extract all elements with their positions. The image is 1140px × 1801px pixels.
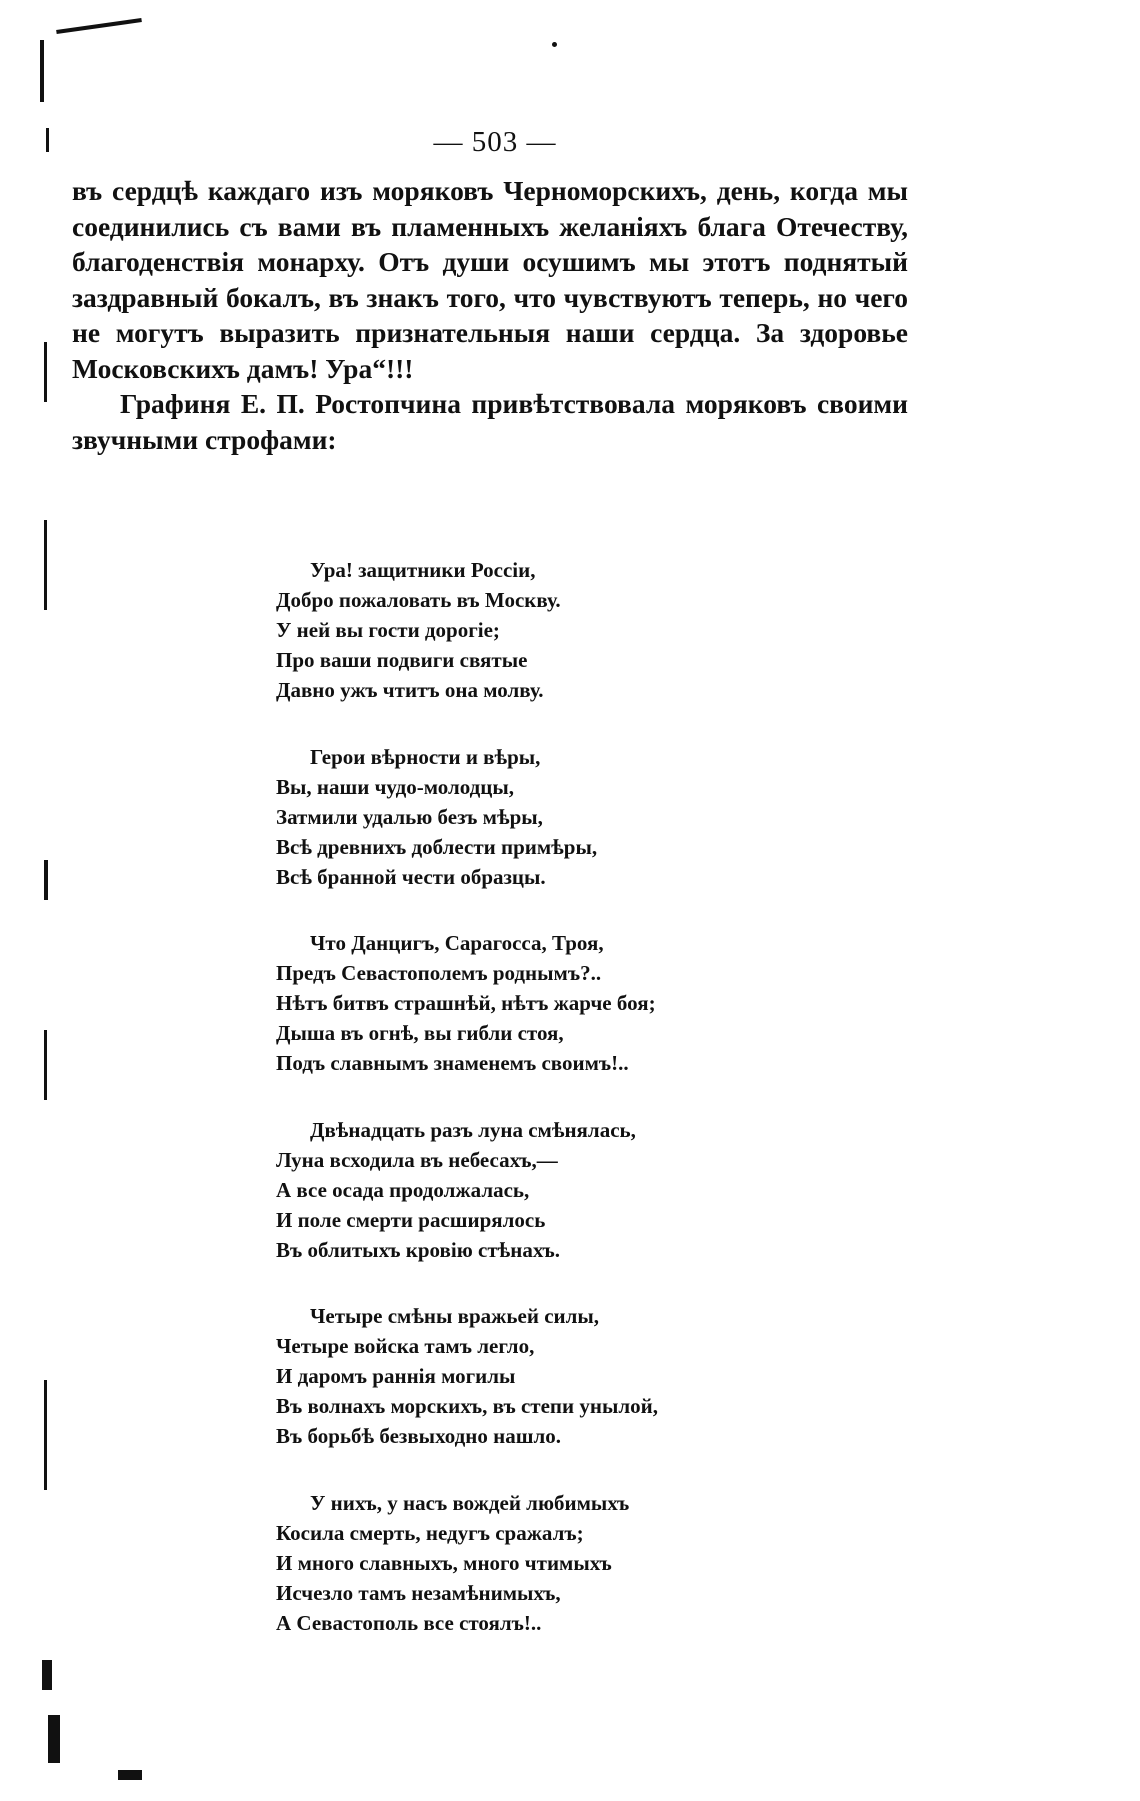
poem-line: А все осада продолжалась,	[276, 1177, 530, 1202]
poem-stanza	[276, 1301, 796, 1451]
poem-line: Герои вѣрности и вѣры,	[310, 744, 541, 769]
scan-mark-left-5	[44, 1030, 47, 1100]
poem-line: Четыре войска тамъ легло,	[276, 1334, 535, 1358]
scan-mark-left-4	[44, 860, 48, 900]
poem-line: Что Данцигъ, Сарагосса, Троя,	[310, 931, 604, 955]
poem-line: И много славныхъ, много чтимыхъ	[276, 1550, 612, 1575]
scan-mark-top-left	[40, 40, 44, 102]
poem-stanza	[276, 742, 796, 892]
scan-mark-top	[56, 18, 142, 34]
scan-mark-left-7	[42, 1660, 52, 1690]
poem-stanza	[276, 1115, 796, 1265]
scan-mark-left-6	[44, 1380, 47, 1490]
prose-paragraph: Графиня Е. П. Ростопчина привѣтствовала моряковъ своими звучными строфами:	[72, 388, 908, 455]
poem-line: Предъ Севастополемъ роднымъ?..	[276, 961, 602, 985]
poem-line: Ура! защитники Россіи,	[310, 558, 536, 582]
poem-line: И поле смерти расширялось	[276, 1207, 546, 1232]
poem-stanza	[276, 1488, 796, 1638]
scan-mark-left-3	[44, 520, 47, 610]
poem-stanza	[276, 928, 796, 1078]
scan-mark-bottom	[118, 1770, 142, 1780]
poem-stanza	[276, 555, 796, 705]
poem-line: Въ облитыхъ кровію стѣнахъ.	[276, 1237, 561, 1262]
poem-line: Нѣтъ битвъ страшнѣй, нѣтъ жарче боя;	[276, 991, 656, 1015]
poem-line: Дыша въ огнѣ, вы гибли стоя,	[276, 1021, 564, 1045]
scan-mark-left-2	[44, 342, 47, 402]
poem	[276, 555, 796, 1674]
poem-line: Въ борьбѣ безвыходно нашло.	[276, 1424, 562, 1448]
prose-paragraph: въ сердцѣ каждаго изъ моряковъ Черноморскихъ, день, когда мы соединились съ вами въ пламенныхъ желаніяхъ блага Отечеству, благоденствія монарху. Отъ души осушимъ мы этотъ поднятый заздравный бокалъ, въ знакъ того, что чувствуютъ теперь, но чего не могутъ выразить признательныя наши сердца. За здоровье Московскихъ дамъ! Ура“!!!	[72, 175, 908, 384]
poem-line: Всѣ бранной чести образцы.	[276, 864, 546, 889]
poem-line: Давно ужъ чтитъ она молву.	[276, 678, 544, 702]
poem-line: Исчезло тамъ незамѣнимыхъ,	[276, 1580, 561, 1605]
poem-line: Вы, наши чудо-молодцы,	[276, 774, 515, 799]
scan-mark-left-8	[48, 1715, 60, 1763]
poem-line: Затмили удалью безъ мѣры,	[276, 804, 543, 829]
page-number: — 503 —	[433, 126, 557, 158]
poem-line: Всѣ древнихъ доблести примѣры,	[276, 834, 598, 859]
poem-line: Про ваши подвиги святые	[276, 648, 528, 672]
poem-line: Луна всходила въ небесахъ,—	[276, 1147, 558, 1172]
poem-line: Четыре смѣны вражьей силы,	[310, 1304, 600, 1328]
poem-line: Косила смерть, недугъ сражалъ;	[276, 1520, 584, 1545]
poem-line: Двѣнадцать разъ луна смѣнялась,	[310, 1117, 636, 1142]
poem-line: И даромъ раннія могилы	[276, 1364, 516, 1388]
poem-line: Въ волнахъ морскихъ, въ степи унылой,	[276, 1394, 659, 1418]
poem-line: У ней вы гости дорогіе;	[276, 618, 500, 642]
poem-line: Подъ славнымъ знаменемъ своимъ!..	[276, 1051, 629, 1075]
poem-line: У нихъ, у насъ вождей любимыхъ	[310, 1490, 630, 1515]
scan-dot	[552, 42, 557, 47]
poem-line: А Севастополь все стоялъ!..	[276, 1610, 542, 1635]
poem-line: Добро пожаловать въ Москву.	[276, 588, 561, 612]
prose-block	[72, 173, 908, 457]
